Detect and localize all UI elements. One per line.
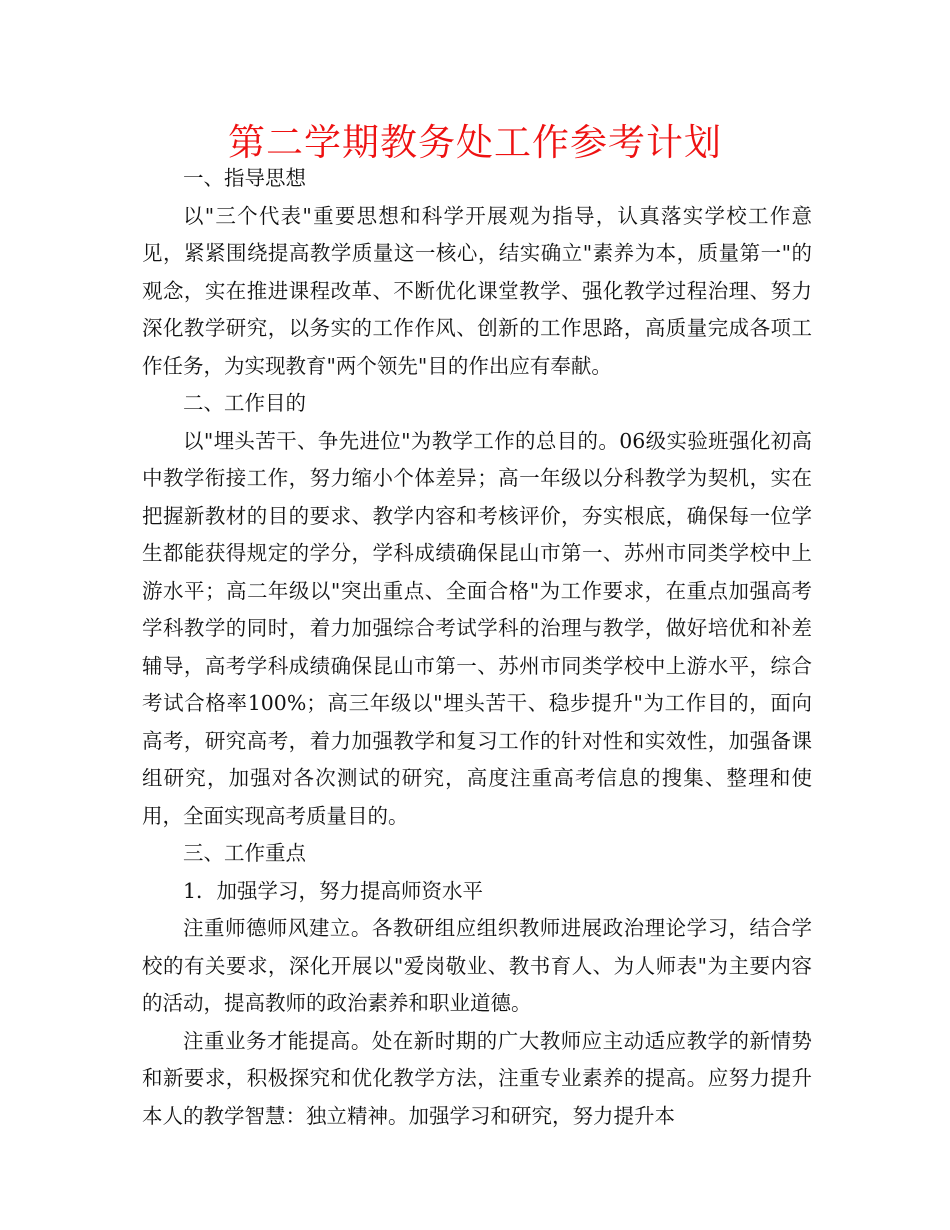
paragraph-professional-ability: 注重业务才能提高。处在新时期的广大教师应主动适应教学的新情势和新要求，积极探究和优化教学方法，注重专业素养的提高。应努力提升本人的教学智慧：独立精神。加强学习和研究，努力提升本 — [142, 1028, 812, 1128]
paragraph-guiding-thought: 以"三个代表"重要思想和科学开展观为指导，认真落实学校工作意见，紧紧围绕提高教学质量这一核心，结实确立"素养为本，质量第一"的观念，实在推进课程改革、不断优化课堂教学、强化教学过程治理、努力深化教学研究，以务实的工作作风、创新的工作思路，高质量完成各项工作任务，为实现教育"两个领先"目的作出应有奉献。 — [142, 203, 812, 378]
document-title: 第二学期教务处工作参考计划 — [228, 121, 722, 164]
document-body — [142, 160, 812, 1135]
section-heading-guiding-thought: 一、指导思想 — [183, 166, 306, 190]
section-heading-work-focus: 三、工作重点 — [183, 841, 306, 865]
paragraph-teacher-ethics: 注重师德师风建立。各教研组应组织教师进展政治理论学习，结合学校的有关要求，深化开展以"爱岗敬业、教书育人、为人师表"为主要内容的活动，提高教师的政治素养和职业道德。 — [142, 916, 812, 1015]
subsection-heading-study: 1．加强学习，努力提高师资水平 — [183, 878, 484, 903]
paragraph-work-goal: 以"埋头苦干、争先进位"为教学工作的总目的。06级实验班强化初高中教学衔接工作，努力缩小个体差异；高一年级以分科教学为契机，实在把握新教材的目的要求、教学内容和考核评价，夯实根底，确保每一位学生都能获得规定的学分，学科成绩确保昆山市第一、苏州市同类学校中上游水平；高二年级以"突出重点、全面合格"为工作要求，在重点加强高考学科教学的同时，着力加强综合考试学科的治理与教学，做好培优和补差辅导，高考学科成绩确保昆山市第一、苏州市同类学校中上游水平，综合考试合格率100%；高三年级以"埋头苦干、稳步提升"为工作目的，面向高考，研究高考，着力加强教学和复习工作的针对性和实效性，加强备课组研究，加强对各次测试的研究，高度注重高考信息的搜集、整理和使用，全面实现高考质量目的。 — [142, 428, 812, 828]
section-heading-work-goal: 二、工作目的 — [183, 391, 306, 415]
